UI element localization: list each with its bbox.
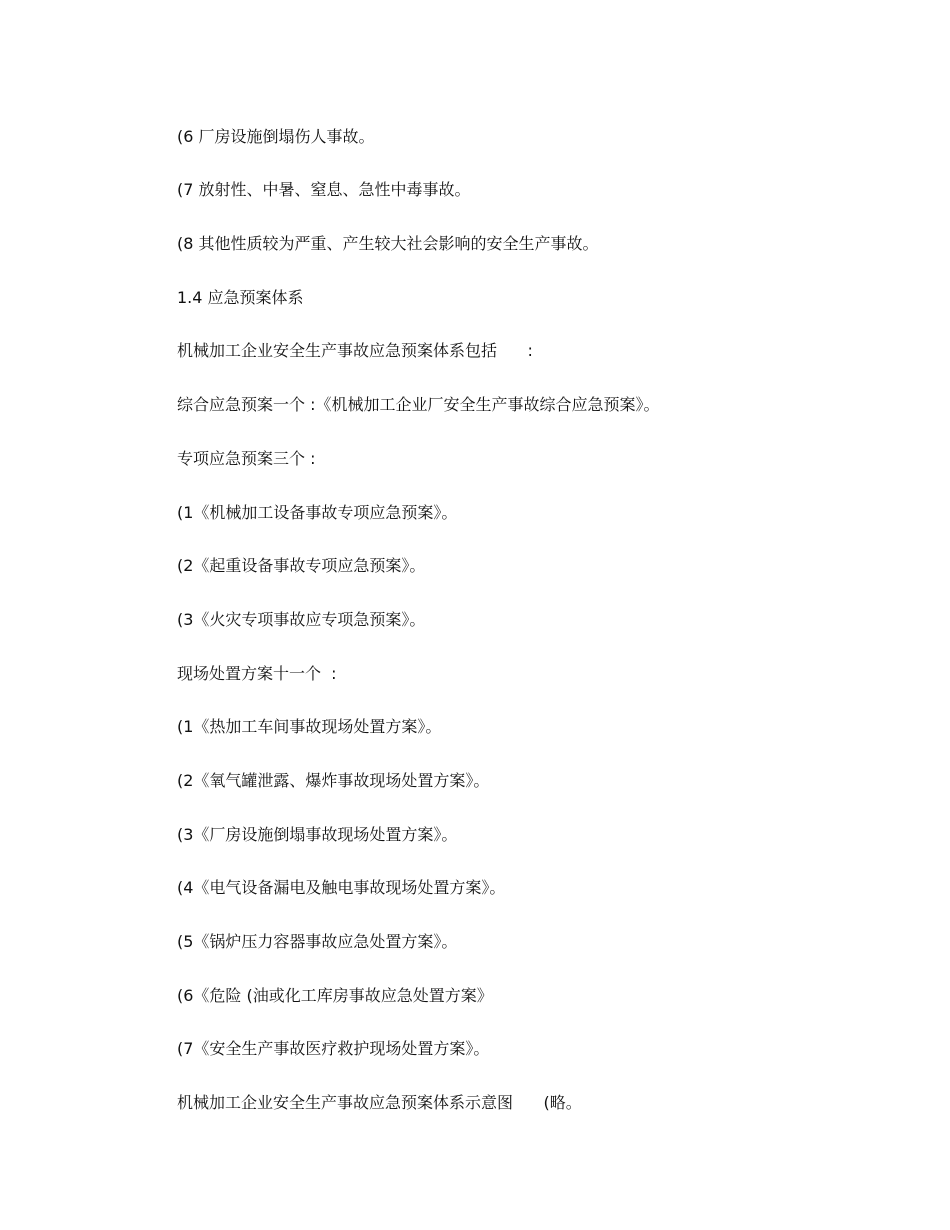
text-line: (8 其他性质较为严重、产生较大社会影响的安全生产事故。: [177, 234, 599, 253]
list-item: (6《危险 (油或化工库房事故应急处置方案》: [177, 986, 493, 1005]
text-line: (6 厂房设施倒塌伤人事故。: [177, 127, 375, 146]
list-item: (2《起重设备事故专项应急预案》。: [177, 556, 426, 575]
text-line: 专项应急预案三个 :: [177, 449, 316, 468]
list-item: (3《火灾专项事故应专项急预案》。: [177, 610, 426, 629]
section-heading: 1.4 应急预案体系: [177, 288, 304, 307]
text-line: 综合应急预案一个 :《机械加工企业厂安全生产事故综合应急预案》。: [177, 395, 660, 414]
list-item: (4《电气设备漏电及触电事故现场处置方案》。: [177, 878, 506, 897]
list-item: (3《厂房设施倒塌事故现场处置方案》。: [177, 825, 458, 844]
text-line: 机械加工企业安全生产事故应急预案体系示意图 (略。: [177, 1093, 582, 1112]
list-item: (1《热加工车间事故现场处置方案》。: [177, 717, 442, 736]
list-item: (5《锅炉压力容器事故应急处置方案》。: [177, 932, 458, 951]
list-item: (2《氧气罐泄露、爆炸事故现场处置方案》。: [177, 771, 490, 790]
list-item: (1《机械加工设备事故专项应急预案》。: [177, 503, 458, 522]
text-line: (7 放射性、中暑、窒息、急性中毒事故。: [177, 180, 471, 199]
text-line: 机械加工企业安全生产事故应急预案体系包括 :: [177, 341, 533, 360]
text-line: 现场处置方案十一个 :: [177, 664, 337, 683]
list-item: (7《安全生产事故医疗救护现场处置方案》。: [177, 1039, 490, 1058]
